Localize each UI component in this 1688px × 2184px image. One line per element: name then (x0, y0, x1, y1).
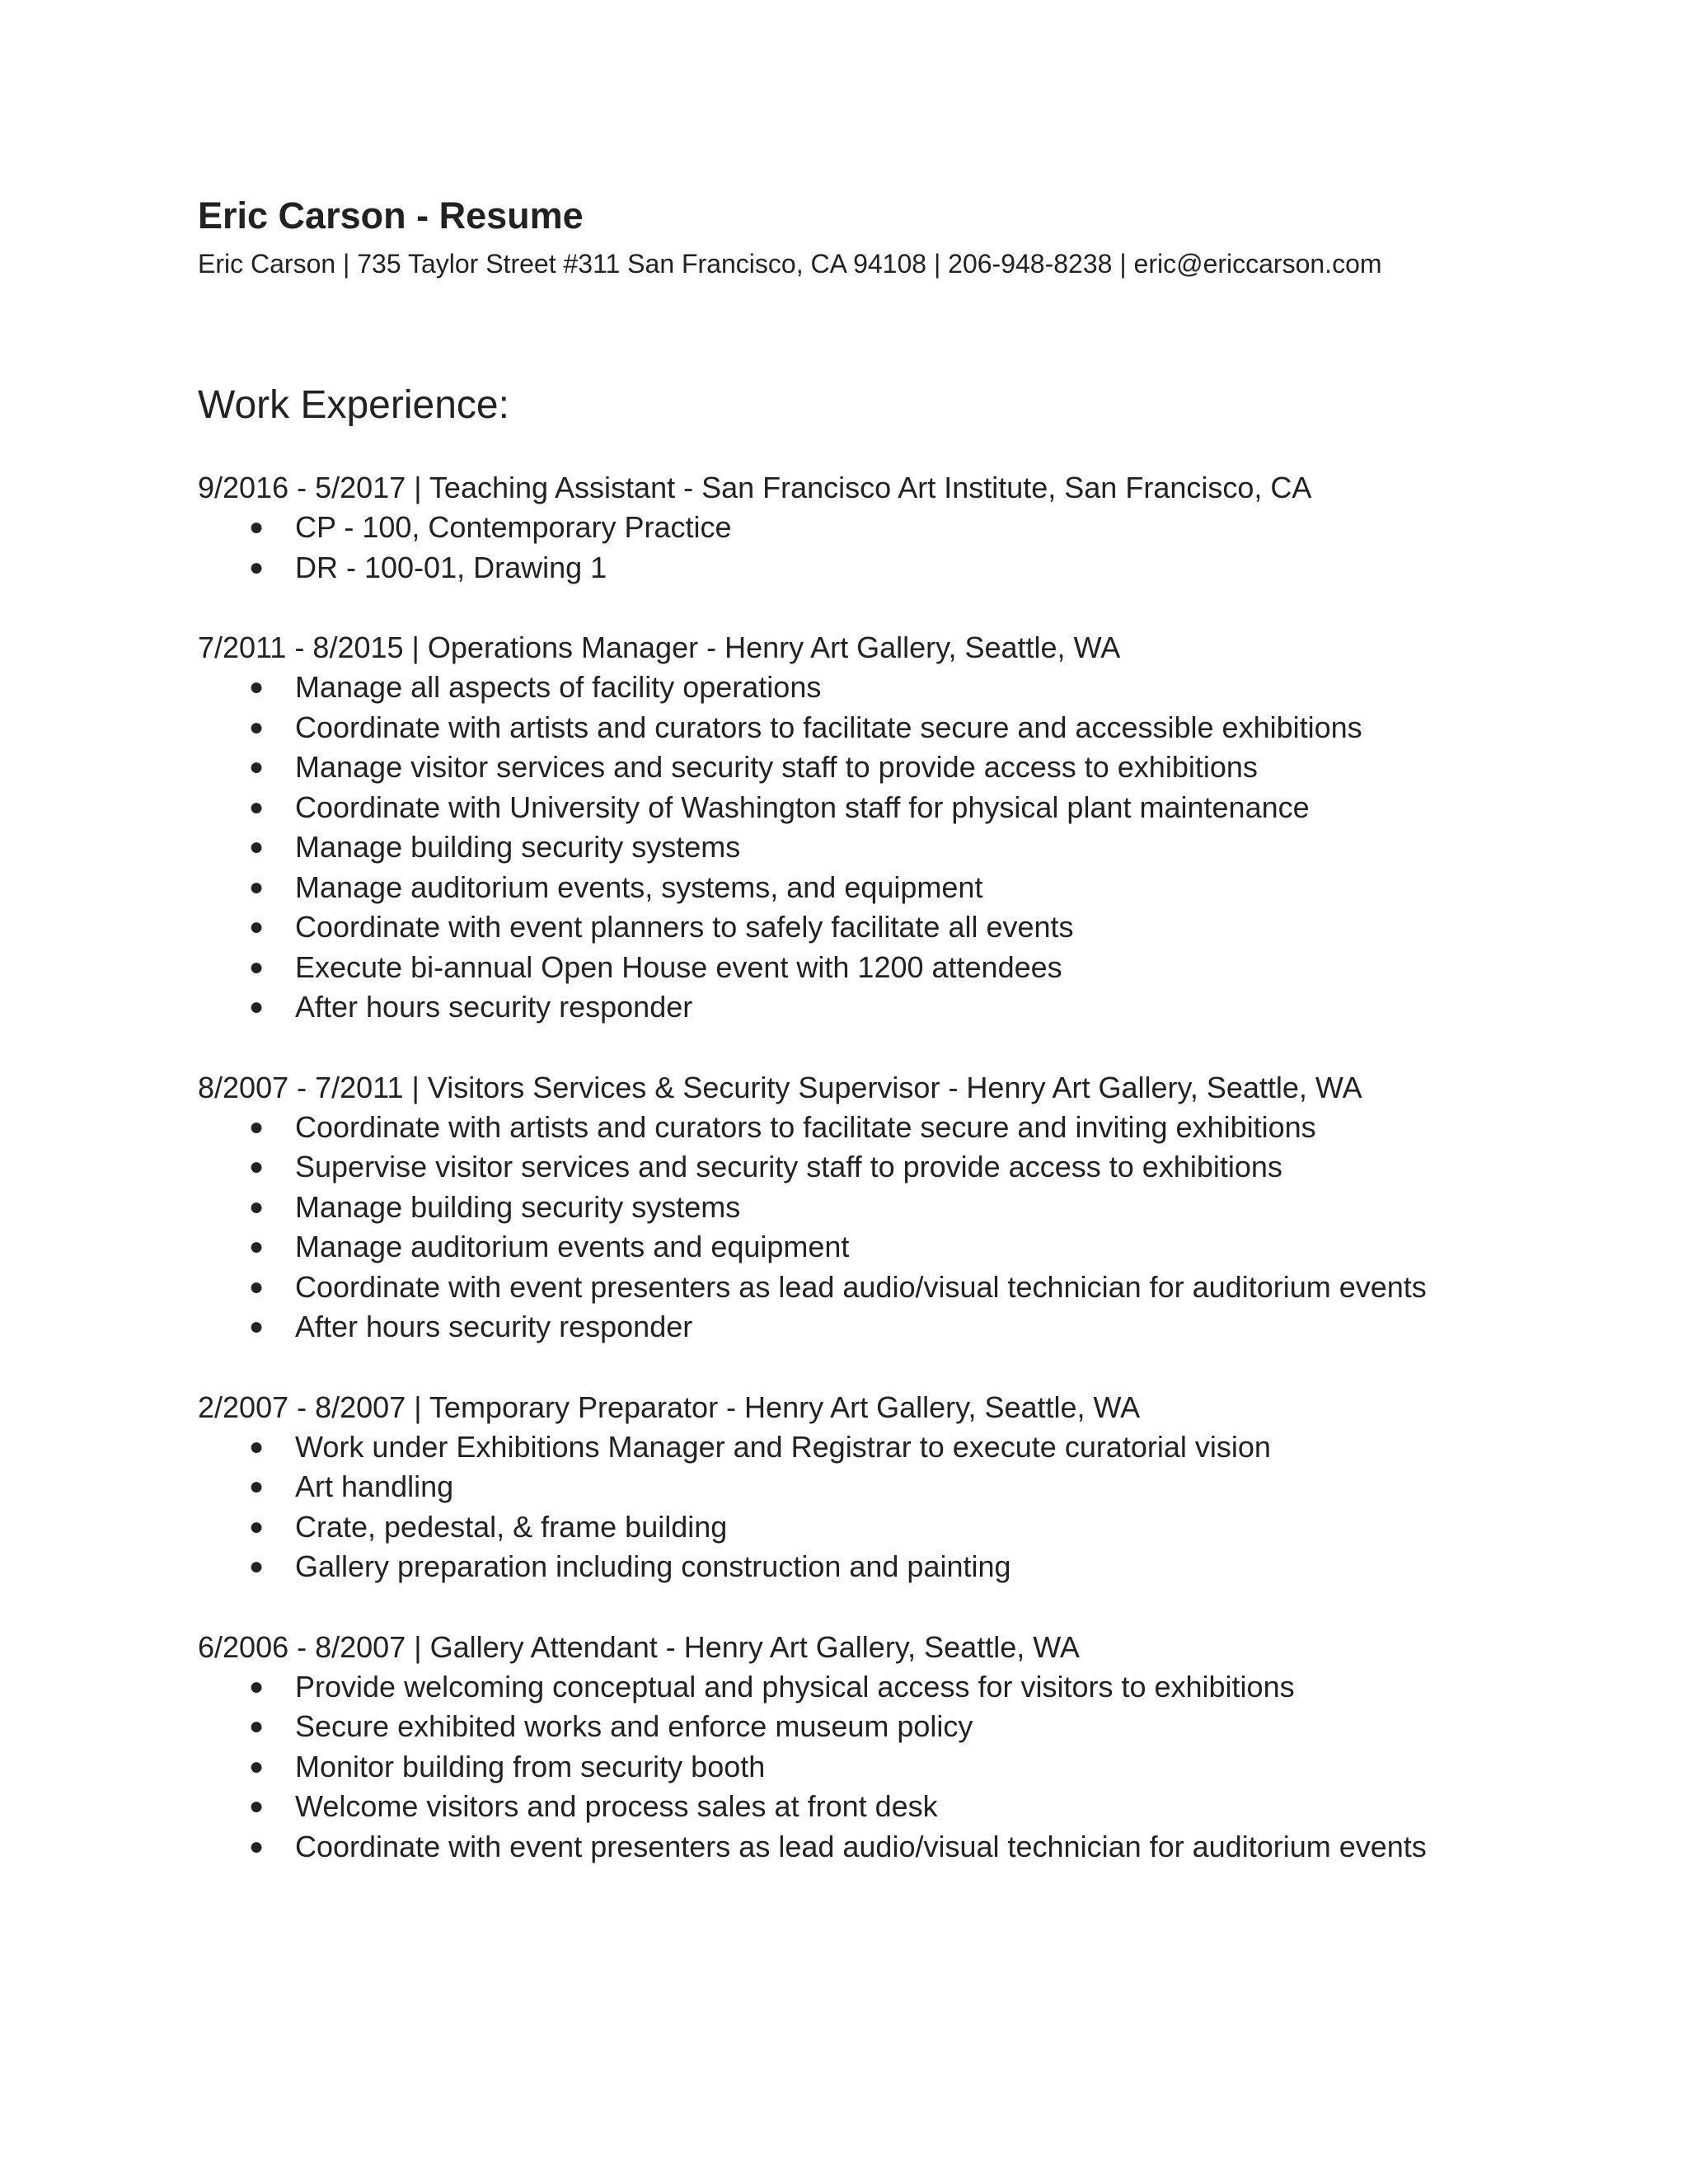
job-header: 2/2007 - 8/2007 | Temporary Preparator - Henry Art Gallery, Seattle, WA (198, 1390, 1141, 1424)
bullet-dot-icon: ● (249, 1113, 265, 1141)
list-item (198, 1427, 1484, 1468)
list-item-text: After hours security responder (295, 1310, 693, 1343)
bullet-dot-icon: ● (249, 793, 265, 821)
list-item-text: Welcome visitors and process sales at front desk (295, 1789, 938, 1823)
bullet-dot-icon: ● (249, 1473, 265, 1500)
list-item (198, 1787, 1484, 1827)
list-item-text: Coordinate with event presenters as lead audio/visual technician for auditorium events (295, 1829, 1427, 1863)
list-item-text: Supervise visitor services and security staff to provide access to exhibitions (295, 1150, 1282, 1183)
list-item-text: DR - 100-01, Drawing 1 (295, 550, 607, 584)
list-item (198, 1147, 1484, 1188)
bullet-dot-icon: ● (249, 513, 265, 541)
bullet-dot-icon: ● (249, 713, 265, 741)
bullet-dot-icon: ● (249, 1793, 265, 1820)
contact-line: Eric Carson | 735 Taylor Street #311 San Francisco, CA 94108 | 206-948-8238 | eric@ericcarson.com (198, 249, 1382, 279)
job-bullet-list (198, 1108, 1484, 1347)
work-experience-list (198, 468, 1484, 1867)
bullet-dot-icon: ● (249, 913, 265, 940)
job-bullet-list (198, 668, 1484, 1028)
list-item-text: CP - 100, Contemporary Practice (295, 510, 732, 544)
list-item (198, 948, 1484, 988)
bullet-dot-icon: ● (249, 1752, 265, 1780)
bullet-dot-icon: ● (249, 993, 265, 1020)
job-entry (198, 1388, 1484, 1587)
bullet-dot-icon: ● (249, 1832, 265, 1860)
job-bullet-list (198, 1427, 1484, 1587)
section-heading-work-experience: Work Experience: (198, 383, 509, 427)
list-item-text: Crate, pedestal, & frame building (295, 1509, 728, 1544)
list-item (198, 668, 1484, 708)
bullet-dot-icon: ● (249, 1233, 265, 1260)
resume-page (198, 191, 1484, 1907)
list-item (198, 548, 1484, 588)
list-item (198, 907, 1484, 948)
list-item (198, 748, 1484, 788)
job-entry (198, 1068, 1484, 1347)
list-item-text: Manage auditorium events, systems, and equipment (295, 869, 983, 904)
list-item (198, 1747, 1484, 1788)
job-entry (198, 468, 1484, 588)
bullet-dot-icon: ● (249, 553, 265, 581)
list-item-text: Coordinate with artists and curators to facilitate secure and accessible exhibitions (295, 710, 1362, 744)
list-item (198, 868, 1484, 908)
list-item-text: Monitor building from security booth (295, 1749, 766, 1783)
page-title: Eric Carson - Resume (198, 194, 584, 237)
list-item (198, 987, 1484, 1028)
bullet-dot-icon: ● (249, 873, 265, 901)
job-header: 6/2006 - 8/2007 | Gallery Attendant - Henry Art Gallery, Seattle, WA (198, 1629, 1080, 1664)
bullet-dot-icon: ● (249, 1193, 265, 1221)
list-item (198, 827, 1484, 868)
list-item (198, 1268, 1484, 1308)
bullet-dot-icon: ● (249, 1313, 265, 1340)
bullet-dot-icon: ● (249, 753, 265, 780)
job-bullet-list (198, 1667, 1484, 1868)
list-item (198, 1547, 1484, 1587)
list-item (198, 1227, 1484, 1268)
bullet-dot-icon: ● (249, 1153, 265, 1180)
list-item (198, 1667, 1484, 1708)
job-header: 7/2011 - 8/2015 | Operations Manager - Henry Art Gallery, Seattle, WA (198, 630, 1121, 664)
list-item-text: Manage auditorium events and equipment (295, 1230, 850, 1263)
list-item (198, 1307, 1484, 1347)
list-item-text: After hours security responder (295, 990, 693, 1024)
bullet-dot-icon: ● (249, 1672, 265, 1700)
list-item-text: Work under Exhibitions Manager and Registrar to execute curatorial vision (295, 1429, 1271, 1464)
job-entry (198, 628, 1484, 1028)
bullet-dot-icon: ● (249, 1713, 265, 1740)
list-item-text: Manage building security systems (295, 1189, 741, 1224)
bullet-dot-icon: ● (249, 1272, 265, 1301)
bullet-dot-icon: ● (249, 673, 265, 701)
list-item (198, 1827, 1484, 1868)
list-item-text: Gallery preparation including construction and painting (295, 1549, 1011, 1583)
job-header: 9/2016 - 5/2017 | Teaching Assistant - San Francisco Art Institute, San Francisco, CA (198, 471, 1312, 504)
list-item (198, 788, 1484, 828)
job-entry (198, 1628, 1484, 1868)
list-item (198, 1188, 1484, 1228)
list-item-text: Provide welcoming conceptual and physical access for visitors to exhibitions (295, 1669, 1295, 1704)
job-header: 8/2007 - 7/2011 | Visitors Services & Security Supervisor - Henry Art Gallery, Seattle, WA (198, 1070, 1362, 1104)
list-item (198, 708, 1484, 748)
list-item (198, 1507, 1484, 1548)
bullet-dot-icon: ● (249, 1512, 265, 1540)
list-item (198, 1467, 1484, 1507)
bullet-dot-icon: ● (249, 1432, 265, 1460)
list-item-text: Manage building security systems (295, 830, 741, 864)
job-bullet-list (198, 508, 1484, 588)
list-item-text: Manage visitor services and security staff to provide access to exhibitions (295, 750, 1258, 784)
list-item-text: Coordinate with University of Washington staff for physical plant maintenance (295, 790, 1310, 824)
bullet-dot-icon: ● (249, 1553, 265, 1580)
list-item-text: Execute bi-annual Open House event with 1200 attendees (295, 949, 1062, 984)
bullet-dot-icon: ● (249, 953, 265, 981)
list-item-text: Coordinate with event presenters as lead audio/visual technician for auditorium events (295, 1269, 1427, 1304)
list-item-text: Manage all aspects of facility operations (295, 670, 822, 704)
list-item (198, 1707, 1484, 1747)
list-item (198, 508, 1484, 548)
bullet-dot-icon: ● (249, 833, 265, 860)
list-item-text: Secure exhibited works and enforce museum policy (295, 1709, 973, 1743)
list-item (198, 1108, 1484, 1148)
list-item-text: Coordinate with artists and curators to facilitate secure and inviting exhibitions (295, 1109, 1316, 1144)
list-item-text: Coordinate with event planners to safely facilitate all events (295, 910, 1074, 944)
list-item-text: Art handling (295, 1469, 454, 1503)
